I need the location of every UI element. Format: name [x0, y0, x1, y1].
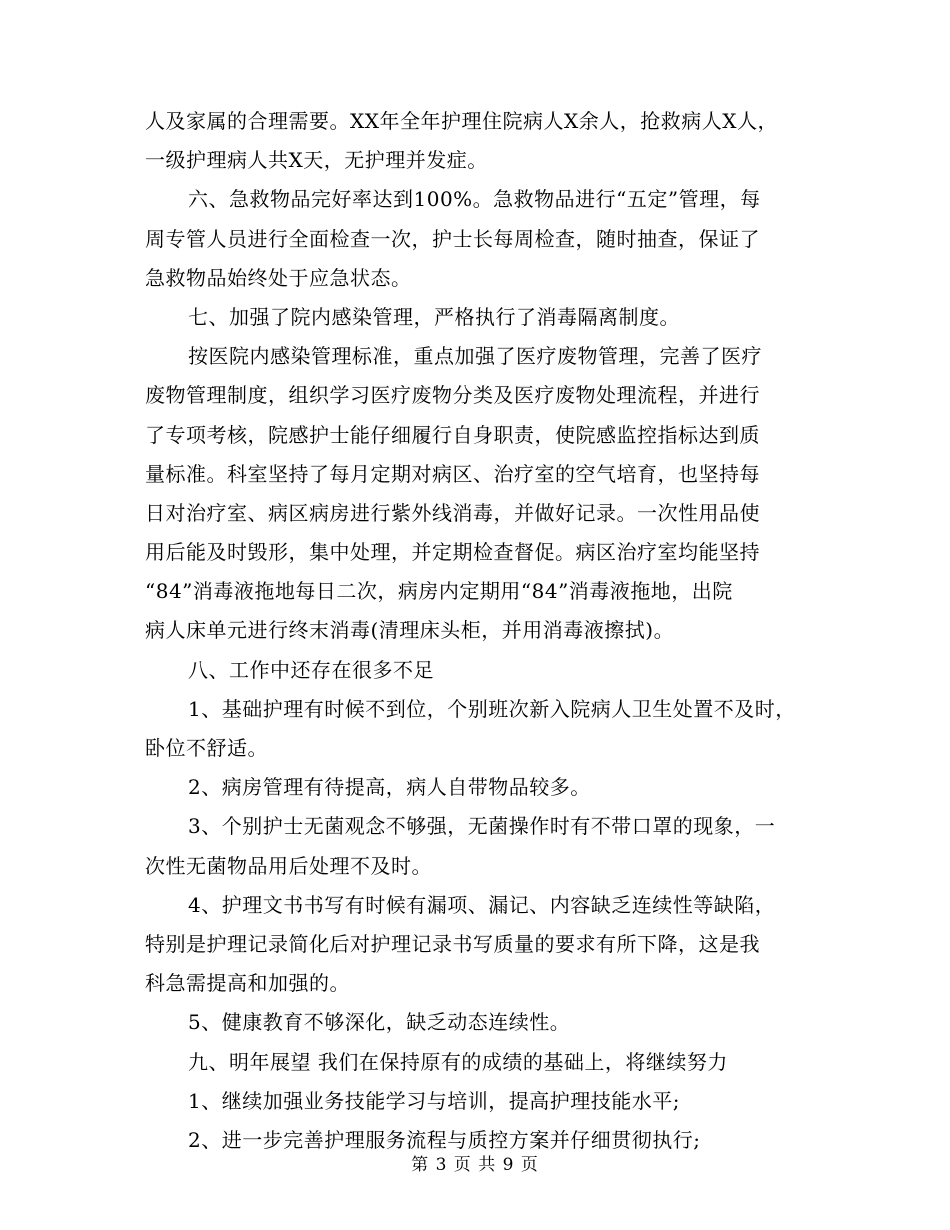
- text-line: 1、基础护理有时候不到位，个别班次新入院病人卫生处置不及时，: [188, 696, 796, 721]
- text-line: 一级护理病人共X天，无护理并发症。: [145, 148, 488, 173]
- text-line: 日对治疗室、病区病房进行紫外线消毒，并做好记录。一次性用品使: [145, 500, 760, 525]
- text-line: “84”消毒液拖地每日二次，病房内定期用“84”消毒液拖地，出院: [145, 579, 733, 604]
- text-line: 急救物品始终处于应急状态。: [145, 265, 412, 290]
- text-line: 2、进一步完善护理服务流程与质控方案并仔细贯彻执行;: [188, 1127, 701, 1152]
- text-line: 废物管理制度，组织学习医疗废物分类及医疗废物处理流程，并进行: [145, 383, 760, 408]
- text-line: 4、护理文书书写有时候有漏项、漏记、内容缺乏连续性等缺陷，: [188, 892, 776, 917]
- text-line: 1、继续加强业务技能学习与培训，提高护理技能水平;: [188, 1088, 680, 1113]
- text-line: 卧位不舒适。: [145, 736, 268, 760]
- text-line: 九、明年展望 我们在保持原有的成绩的基础上，将继续努力: [188, 1049, 728, 1074]
- text-line: 科急需提高和加强的。: [145, 971, 350, 996]
- text-line: 次性无菌物品用后处理不及时。: [145, 853, 432, 878]
- text-line: 特别是护理记录简化后对护理记录书写质量的要求有所下降，这是我: [145, 931, 760, 956]
- text-line: 人及家属的合理需要。XX年全年护理住院病人X余人，抢救病人X人，: [145, 109, 778, 133]
- text-line: 用后能及时毁形，集中处理，并定期检查督促。病区治疗室均能坚持: [145, 540, 760, 565]
- text-line: 七、加强了院内感染管理，严格执行了消毒隔离制度。: [188, 304, 680, 329]
- text-line: 了专项考核，院感护士能仔细履行自身职责，使院感监控指标达到质: [145, 422, 760, 447]
- document-body: [145, 102, 820, 1160]
- text-line: 3、个别护士无菌观念不够强，无菌操作时有不带口罩的现象，一: [188, 814, 776, 839]
- text-line: 六、急救物品完好率达到100%。急救物品进行“五定”管理，每: [188, 187, 761, 212]
- page-number-footer: 第 3 页 共 9 页: [411, 1155, 539, 1175]
- text-line: 量标准。科室坚持了每月定期对病区、治疗室的空气培育，也坚持每: [145, 461, 760, 486]
- text-line: 2、病房管理有待提高，病人自带物品较多。: [188, 775, 591, 800]
- text-line: 八、工作中还存在很多不足: [188, 657, 434, 682]
- text-line: 病人床单元进行终末消毒(清理床头柜，并用消毒液擦拭)。: [145, 618, 675, 643]
- text-line: 按医院内感染管理标准，重点加强了医疗废物管理，完善了医疗: [188, 344, 762, 369]
- text-line: 周专管人员进行全面检查一次，护士长每周检查，随时抽查，保证了: [145, 226, 760, 251]
- text-line: 5、健康教育不够深化，缺乏动态连续性。: [188, 1010, 571, 1035]
